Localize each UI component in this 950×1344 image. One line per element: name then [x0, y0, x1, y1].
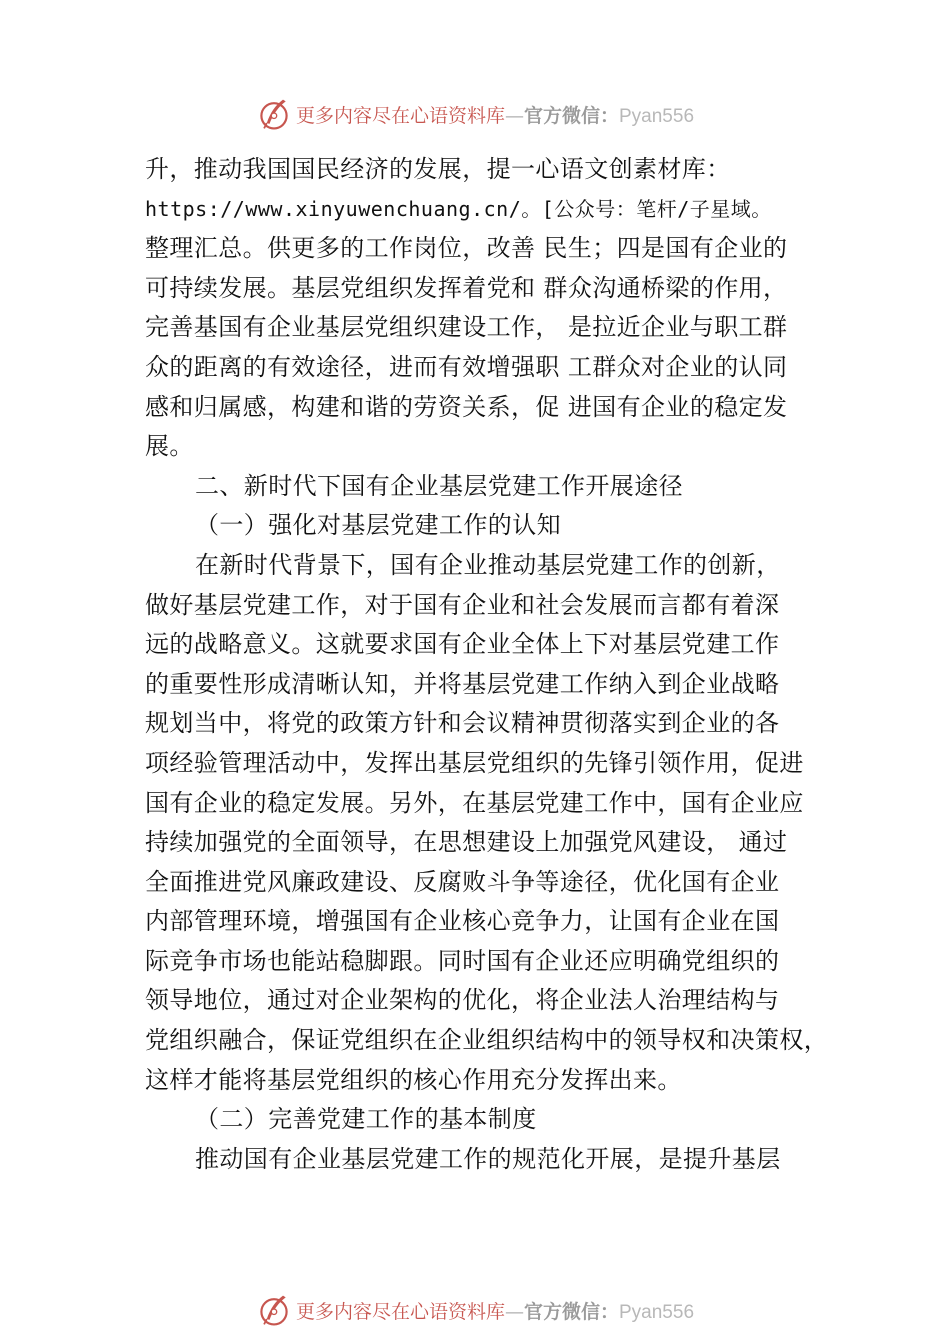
text-line: 持续加强党的全面领导，在思想建设上加强党风建设， 通过	[145, 828, 788, 857]
watermark-text	[296, 1297, 694, 1324]
section-heading: 二、新时代下国有企业基层党建工作开展途径	[195, 471, 683, 500]
text-line: 内部管理环境，增强国有企业核心竞争力，让国有企业在国	[145, 907, 780, 936]
text-line: 远的战略意义。这就要求国有企业全体上下对基层党建工作	[145, 630, 780, 659]
watermark-text	[296, 101, 694, 128]
text-line: 全面推进党风廉政建设、反腐败斗争等途径，优化国有企业	[145, 867, 780, 896]
watermark-wechat-id: Pyan556	[619, 1301, 695, 1323]
quill-pen-icon	[256, 96, 292, 132]
watermark-banner-bottom	[0, 1290, 950, 1330]
watermark-prefix: 更多内容尽在心语资料库	[295, 1300, 505, 1323]
text-line: 可持续发展。基层党组织发挥着党和 群众沟通桥梁的作用，	[145, 273, 788, 302]
document-body	[145, 150, 835, 1179]
watermark-banner-top	[0, 94, 950, 134]
text-line-url: https://www.xinyuwenchuang.cn/。[公众号：笔杆/子星域。	[145, 196, 772, 221]
text-line: 规划当中，将党的政策方针和会议精神贯彻落实到企业的各	[145, 709, 780, 738]
subsection-heading: （二）完善党建工作的基本制度	[195, 1105, 537, 1134]
text-line: 国有企业的稳定发展。另外，在基层党建工作中，国有企业应	[145, 788, 804, 817]
quill-pen-icon	[256, 1292, 292, 1328]
text-line: 升，推动我国国民经济的发展，提一心语文创素材库：	[145, 155, 731, 183]
text-line: 项经验管理活动中，发挥出基层党组织的先锋引领作用，促进	[145, 748, 804, 777]
watermark-dash: —	[504, 1300, 524, 1323]
text-line: 际竞争市场也能站稳脚跟。同时国有企业还应明确党组织的	[145, 946, 780, 975]
watermark-wechat-id: Pyan556	[619, 105, 695, 127]
text-line: 众的距离的有效途径，进而有效增强职 工群众对企业的认同	[145, 352, 788, 381]
subsection-heading: （一）强化对基层党建工作的认知	[195, 511, 561, 540]
text-line: 这样才能将基层党组织的核心作用充分发挥出来。	[145, 1065, 682, 1094]
text-line: 完善基国有企业基层党组织建设工作， 是拉近企业与职工群	[145, 313, 788, 342]
text-line: 做好基层党建工作，对于国有企业和社会发展而言都有着深	[145, 590, 780, 619]
watermark-dash: —	[504, 104, 524, 127]
text-line: 整理汇总。供更多的工作岗位，改善 民生；四是国有企业的	[145, 234, 788, 263]
paragraph-start-line: 在新时代背景下，国有企业推动基层党建工作的创新，	[195, 550, 781, 579]
watermark-wechat-label: 官方微信：	[523, 1300, 619, 1323]
text-line: 的重要性形成清晰认知，并将基层党建工作纳入到企业战略	[145, 669, 780, 698]
watermark-prefix: 更多内容尽在心语资料库	[295, 104, 505, 127]
text-line: 党组织融合，保证党组织在企业组织结构中的领导权和决策权，	[145, 1026, 829, 1055]
paragraph-start-line: 推动国有企业基层党建工作的规范化开展，是提升基层	[195, 1144, 781, 1173]
text-line: 感和归属感，构建和谐的劳资关系，促 进国有企业的稳定发	[145, 392, 788, 421]
text-line: 展。	[145, 432, 194, 461]
text-line: 领导地位，通过对企业架构的优化，将企业法人治理结构与	[145, 986, 780, 1015]
watermark-wechat-label: 官方微信：	[523, 104, 619, 127]
